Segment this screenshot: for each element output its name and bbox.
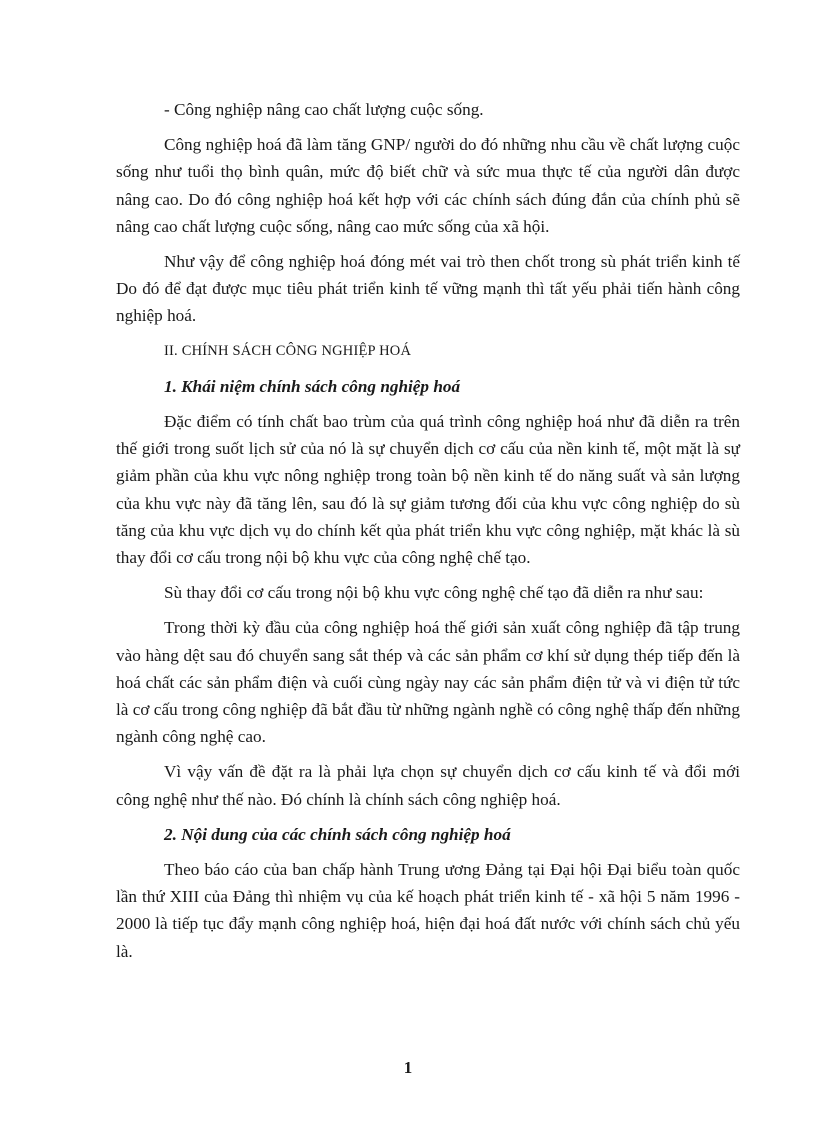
paragraph-internal-change: Sù thay đổi cơ cấu trong nội bộ khu vực công nghệ chế tạo đã diễn ra như sau: [164,583,704,603]
page-number: 1 [403,1058,413,1077]
subheading-concept: 1. Khái niệm chính sách công nghiệp hoá [164,376,461,396]
document-page [116,96,740,973]
subheading-content: 2. Nội dung của các chính sách công nghiệp hoá [164,824,511,844]
paragraph-intro-bullet: - Công nghiệp nâng cao chất lượng cuộc sống. [164,100,484,119]
paragraph-conclusion: Như vậy để công nghiệp hoá đóng mét vai trò then chốt trong sù phát triển kinh tế Do đó để đạt được mục tiêu phát triển kinh tế vững mạnh thì tất yếu phải tiến hành công nghiệp hoá. [116,252,740,326]
paragraph-early-period: Trong thời kỳ đầu của công nghiệp hoá thế giới sản xuất công nghiệp đã tập trung vào hàng dệt sau đó chuyển sang sắt thép và các sản phẩm cơ khí sử dụng thép tiếp đến là hoá chất các sản phẩm điện và cuối cùng ngày nay các sản phẩm điện tử và vi điện tử tức là cơ cấu trong công nghiệp đã bắt đầu từ những ngành nghề có công nghệ thấp đến những ngành công nghệ cao. [116,618,740,747]
paragraph-quality-of-life: Công nghiệp hoá đã làm tăng GNP/ người do đó những nhu cầu về chất lượng cuộc sống như tuổi thọ bình quân, mức độ biết chữ và sức mua thực tế của người dân được nâng cao. Do đó công nghiệp hoá kết hợp với các chính sách đúng đắn của chính phủ sẽ nâng cao chất lượng cuộc sống, nâng cao mức sống của xã hội. [116,135,740,236]
paragraph-problem: Vì vậy vấn đề đặt ra là phải lựa chọn sự chuyển dịch cơ cấu kinh tế và đổi mới công nghệ như thế nào. Đó chính là chính sách công nghiệp hoá. [116,762,740,809]
paragraph-report: Theo báo cáo của ban chấp hành Trung ương Đảng tại Đại hội Đại biểu toàn quốc lần thứ XIII của Đảng thì nhiệm vụ của kế hoạch phát triển kinh tế - xã hội 5 năm 1996 - 2000 là tiếp tục đẩy mạnh công nghiệp hoá, hiện đại hoá đất nước với chính sách chủ yếu là. [116,860,740,961]
paragraph-structural-shift: Đặc điểm có tính chất bao trùm của quá trình công nghiệp hoá như đã diễn ra trên thế giới trong suốt lịch sử của nó là sự chuyển dịch cơ cấu của nền kinh tế, một mặt là sự giảm phần của khu vực nông nghiệp trong toàn bộ nền kinh tế do năng suất và sản lượng của khu vực này đã tăng lên, sau đó là sự giảm tương đối của khu vực công nghiệp do sù tăng của khu vực dịch vụ do chính kết qủa phát triển khu vực công nghiệp, mặt khác là sù thay đổi cơ cấu trong nội bộ khu vực của công nghệ chế tạo. [116,412,740,568]
section-heading: II. CHÍNH SÁCH CÔNG NGHIỆP HOÁ [164,342,412,359]
